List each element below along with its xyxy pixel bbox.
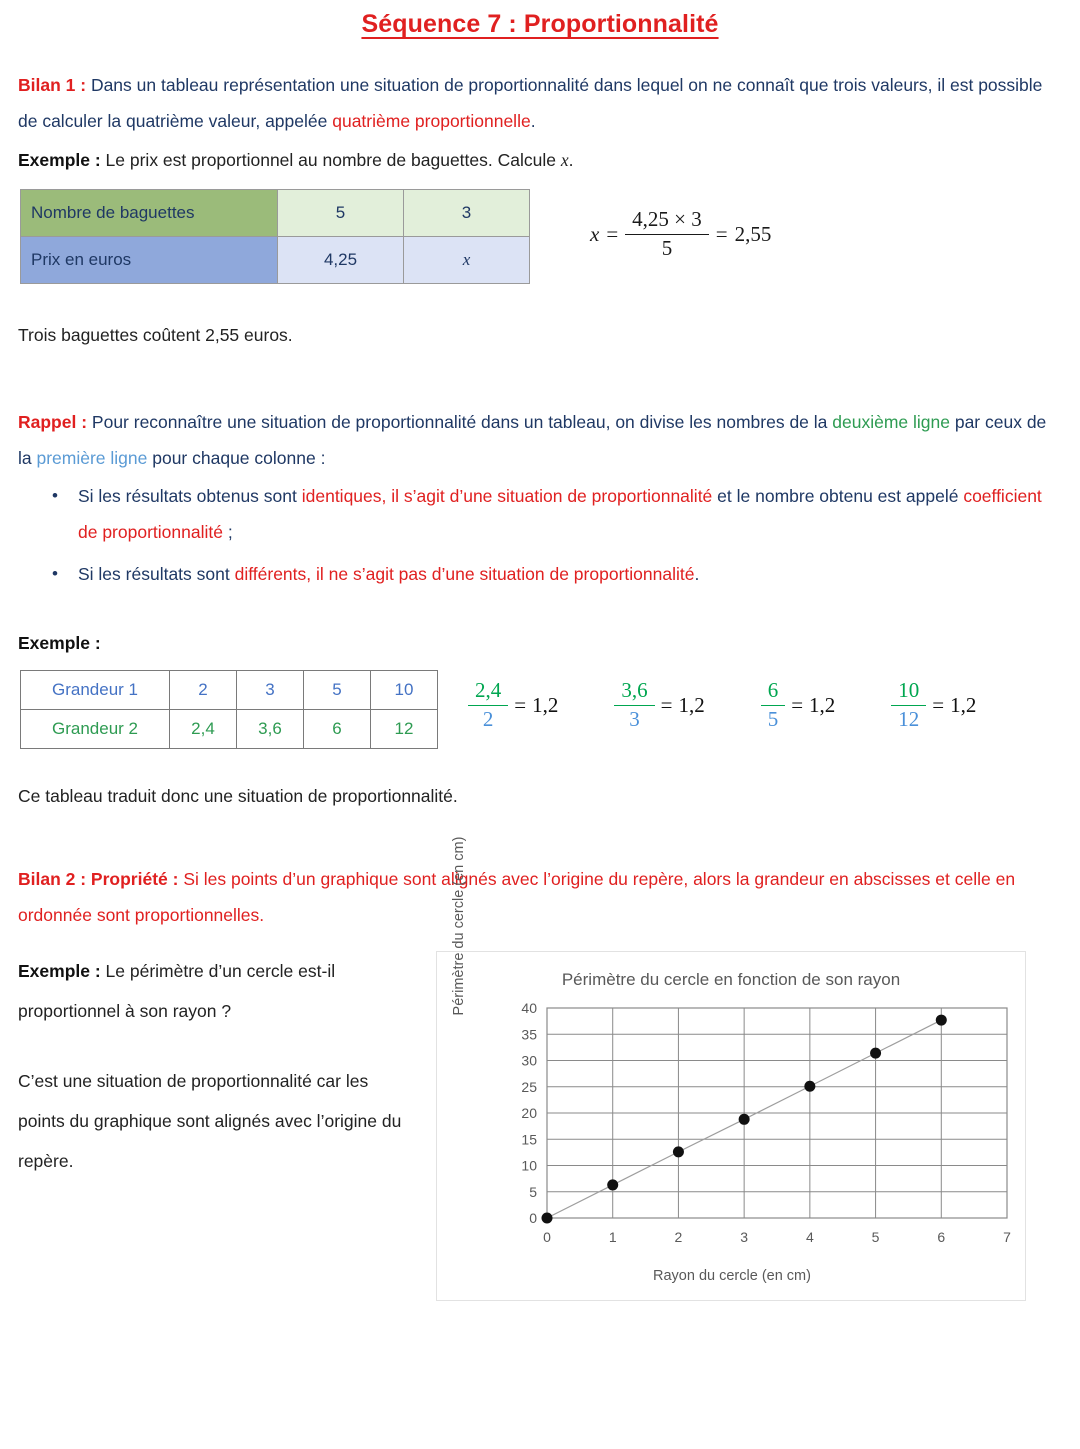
bilan1-label: Bilan 1 : — [18, 75, 87, 95]
chart-x-axis-label: Rayon du cercle (en cm) — [653, 1268, 811, 1284]
ratio-3-fraction — [761, 678, 786, 732]
data-point — [607, 1179, 618, 1190]
formula-denominator: 5 — [661, 235, 673, 260]
y-tick-label: 5 — [529, 1183, 537, 1200]
bullet1-red1: identiques, il s’agit d’une situation de proportionnalité — [301, 486, 713, 506]
bilan1-paragraph — [18, 67, 1062, 139]
baguettes-row2-header: Prix en euros — [21, 237, 278, 284]
ratio-2-result: 1,2 — [678, 692, 705, 717]
chart-y-axis-label: Périmètre du cercle (en cm) — [451, 836, 467, 1016]
ratio-4-fraction — [891, 678, 926, 732]
exemple1-paragraph — [18, 143, 1062, 177]
bullet1-red2: coefficient de proportionnalité — [78, 486, 1042, 542]
grandeur2-v2: 3,6 — [237, 710, 304, 749]
document-page — [0, 10, 1080, 1449]
bilan2-label: Bilan 2 : Propriété : — [18, 869, 179, 889]
grandeur2-v1: 2,4 — [170, 710, 237, 749]
ratio-1-result: 1,2 — [532, 692, 559, 717]
baguettes-r1c2: 3 — [404, 190, 530, 237]
grandeur2-v3: 6 — [304, 710, 371, 749]
data-point — [542, 1213, 553, 1224]
ratio-4 — [891, 678, 976, 732]
bullet2-red1: différents, il ne s’agit pas d’une situation de proportionnalité — [234, 564, 695, 584]
rappel-text-b: par ceux de la — [18, 412, 1047, 468]
bilan1-text-b: . — [530, 111, 536, 131]
formula-equals-2: = — [715, 221, 728, 246]
bullet1-part3: ; — [222, 522, 233, 542]
formula-result: 2,55 — [734, 221, 772, 246]
baguettes-r2c2: x — [404, 237, 530, 284]
ratio-3-denominator: 5 — [767, 706, 779, 731]
ratio-2-equals: = — [660, 692, 673, 717]
ratio-2-numerator: 3,6 — [614, 678, 654, 706]
x-tick-label: 0 — [543, 1229, 551, 1245]
exemple3-question-text: Le périmètre d’un cercle est-il proportionnel à son rayon ? — [18, 961, 336, 1021]
bullet2-part2: . — [694, 564, 700, 584]
table-row — [21, 237, 530, 284]
formula-numerator: 4,25 × 3 — [625, 207, 709, 235]
grandeur1-label: Grandeur 1 — [21, 671, 170, 710]
rappel-text-a: Pour reconnaître une situation de proportionnalité dans un tableau, on divise les nombres de la — [87, 412, 833, 432]
exemple2-label-text: Exemple : — [18, 633, 101, 653]
x-tick-label: 7 — [1003, 1229, 1011, 1245]
y-tick-label: 0 — [529, 1210, 537, 1226]
ratio-list — [468, 678, 976, 732]
x-tick-label: 1 — [608, 1229, 617, 1245]
baguettes-r2c1: 4,25 — [278, 237, 404, 284]
ratio-1-denominator: 2 — [482, 706, 494, 731]
y-tick-label: 35 — [521, 1026, 537, 1043]
ratio-2 — [614, 678, 704, 732]
x-tick-label: 2 — [674, 1229, 683, 1245]
exemple2-label — [18, 626, 1062, 660]
y-tick-label: 20 — [521, 1105, 537, 1121]
y-tick-label: 30 — [521, 1052, 537, 1069]
formula-x-equation — [590, 207, 771, 261]
rappel-blue-phrase: première ligne — [36, 448, 148, 468]
bilan2-text: Si les points d’un graphique sont alignés avec l’origine du repère, alors la grandeur en abscisses et celle en ordonnée sont proportionnelles. — [18, 869, 1016, 925]
baguettes-block — [0, 177, 1080, 284]
table-row — [21, 710, 438, 749]
baguettes-table — [20, 189, 530, 284]
bilan1-highlight: quatrième proportionnelle — [332, 111, 531, 131]
ratio-3-equals: = — [791, 692, 804, 717]
page-title: Séquence 7 : Proportionnalité — [361, 10, 719, 38]
conclusion2-text: Ce tableau traduit donc une situation de proportionnalité. — [18, 786, 458, 806]
conclusion1-text: Trois baguettes coûtent 2,55 euros. — [18, 325, 293, 345]
exemple1-variable: x — [560, 150, 569, 170]
y-tick-label: 40 — [521, 1000, 537, 1016]
grandeur1-v1: 2 — [170, 671, 237, 710]
ratio-3-result: 1,2 — [809, 692, 836, 717]
chart-title: Périmètre du cercle en fonction de son rayon — [561, 970, 901, 989]
rappel-bullet-list — [18, 478, 1062, 592]
ratio-2-fraction — [614, 678, 654, 732]
data-point — [673, 1146, 684, 1157]
conclusion1-block — [18, 318, 1062, 352]
grandeur1-v2: 3 — [237, 671, 304, 710]
ratio-1-fraction — [468, 678, 508, 732]
data-point — [870, 1048, 881, 1059]
baguettes-row1-header: Nombre de baguettes — [21, 190, 278, 237]
rappel-text-c: pour chaque colonne : — [147, 448, 326, 468]
rappel-section — [18, 404, 1062, 592]
ratio-3 — [761, 678, 836, 732]
bilan1-section — [18, 67, 1062, 177]
y-tick-label: 25 — [521, 1078, 537, 1095]
exemple2-section — [18, 626, 1062, 660]
bullet1-part2: et le nombre obtenu est appelé — [712, 486, 964, 506]
list-item — [78, 556, 1062, 592]
chart-plot — [437, 990, 1027, 1290]
exemple3-text-column — [18, 951, 418, 1301]
table-row — [21, 671, 438, 710]
exemple1-label: Exemple : — [18, 150, 101, 170]
bilan1-text-a: Dans un tableau représentation une situation de proportionnalité dans lequel on ne connaît que trois valeurs, il est possible de calculer la quatrième valeur, appelée — [18, 75, 1043, 131]
ratio-4-equals: = — [932, 692, 945, 717]
exemple3-spacer — [18, 1031, 418, 1061]
rappel-green-phrase: deuxième ligne — [832, 412, 950, 432]
ratio-1 — [468, 678, 558, 732]
exemple3-label: Exemple : — [18, 961, 101, 981]
grandeurs-block — [0, 660, 1080, 749]
conclusion2-block — [18, 779, 1062, 813]
y-tick-label: 10 — [521, 1157, 537, 1174]
ratio-1-numerator: 2,4 — [468, 678, 508, 706]
ratio-1-equals: = — [514, 692, 527, 717]
exemple1-text: Le prix est proportionnel au nombre de baguettes. Calcule — [100, 150, 561, 170]
x-tick-label: 3 — [740, 1229, 749, 1245]
data-point — [804, 1081, 815, 1092]
bilan2-section — [18, 861, 1062, 933]
table-row — [21, 190, 530, 237]
grandeur2-label: Grandeur 2 — [21, 710, 170, 749]
grandeurs-table — [20, 670, 438, 749]
grandeur2-v4: 12 — [371, 710, 438, 749]
ratio-4-result: 1,2 — [950, 692, 977, 717]
bullet2-part1: Si les résultats sont — [78, 564, 235, 584]
rappel-paragraph — [18, 404, 1062, 476]
x-tick-label: 4 — [805, 1229, 814, 1245]
ratio-4-numerator: 10 — [891, 678, 926, 706]
grandeur1-v4: 10 — [371, 671, 438, 710]
x-tick-label: 6 — [937, 1229, 946, 1245]
grandeur1-v3: 5 — [304, 671, 371, 710]
ratio-2-denominator: 3 — [629, 706, 640, 731]
baguettes-r1c1: 5 — [278, 190, 404, 237]
bilan2-paragraph — [18, 861, 1062, 933]
ratio-4-denominator: 12 — [898, 706, 920, 731]
data-point — [739, 1114, 750, 1125]
formula-fraction — [625, 207, 709, 261]
x-tick-label: 5 — [871, 1229, 880, 1245]
data-point — [936, 1015, 947, 1026]
exemple3-answer: C’est une situation de proportionnalité car les points du graphique sont alignés avec l’origine du repère. — [18, 1071, 402, 1171]
exemple1-end: . — [568, 150, 574, 170]
rappel-label: Rappel : — [18, 412, 88, 432]
y-tick-label: 15 — [521, 1131, 537, 1148]
formula-lhs: x — [590, 221, 600, 246]
bullet1-part1: Si les résultats obtenus sont — [78, 486, 302, 506]
ratio-3-numerator: 6 — [761, 678, 786, 706]
exemple3-question — [18, 951, 418, 1031]
list-item — [78, 478, 1062, 550]
formula-equals-1: = — [606, 221, 619, 246]
